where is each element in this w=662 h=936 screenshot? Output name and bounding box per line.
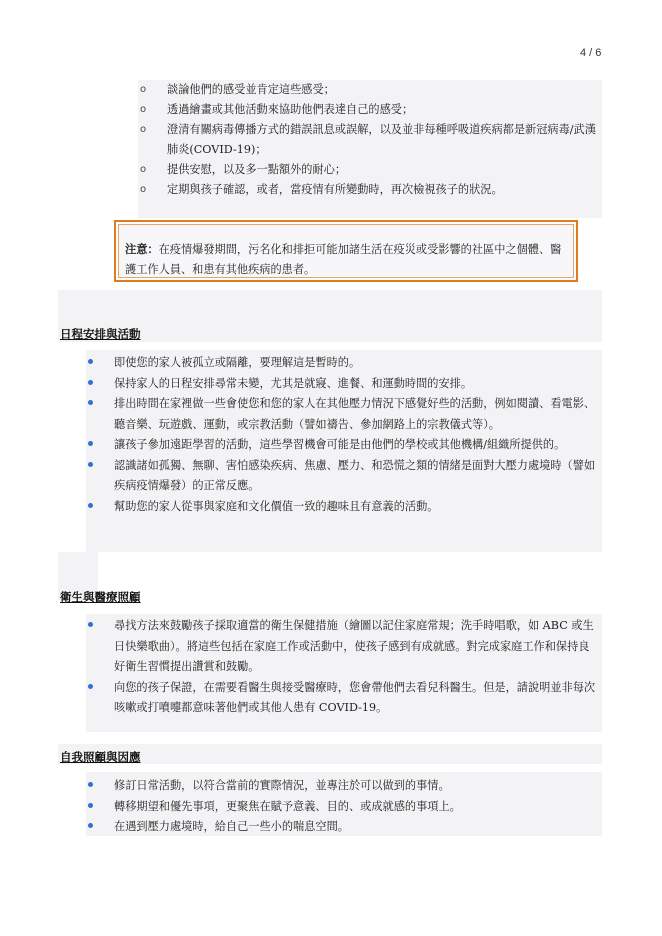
bullet-icon [88, 441, 93, 446]
list-item: 向您的孩子保證，在需要看醫生與接受醫療時，您會帶他們去看兒科醫生。但是，請說明並非每次咳嗽或打噴嚏都意味著他們或其他人患有 COVID-19。 [88, 678, 600, 719]
list-item: 轉移期望和優先事項，更聚焦在賦予意義、目的、或成就感的事項上。 [88, 797, 600, 818]
list-item: 幫助您的家人從事與家庭和文化價值一致的趣味且有意義的活動。 [88, 497, 600, 518]
bullet-icon [88, 380, 93, 385]
list-item: 即使您的家人被孤立或隔離，要理解這是暫時的。 [88, 353, 600, 374]
list-item: 讓孩子參加遠距學習的活動，這些學習機會可能是由他們的學校或其他機構/組織所提供的。 [88, 435, 600, 456]
circle-bullet-icon: o [140, 164, 147, 175]
bullet-icon [88, 803, 93, 808]
list-item: 認識諸如孤獨、無聊、害怕感染疾病、焦慮、壓力、和恐慌之類的情緒是面對大壓力處境時（譬如疾病疫情爆發）的正常反應。 [88, 456, 600, 497]
list-item: o 澄清有關病毒傳播方式的錯誤訊息或誤解，以及並非每種呼吸道疾病都是新冠病毒/武漢肺炎(COVID-19)； [140, 120, 600, 160]
bullet-icon [88, 359, 93, 364]
list-item: 排出時間在家裡做一些會使您和您的家人在其他壓力情況下感覺好些的活動，例如閱讀、看電影、聽音樂、玩遊戲、運動，或宗教活動（譬如禱告、參加網路上的宗教儀式等）。 [88, 394, 600, 435]
list-item: o 透過繪畫或其他活動來協助他們表達自己的感受； [140, 100, 600, 120]
circle-bullet-icon: o [140, 84, 147, 95]
bullet-icon [88, 684, 93, 689]
bullet-list [88, 616, 600, 719]
list-item: o 談論他們的感受並肯定這些感受； [140, 80, 600, 100]
bullet-icon [88, 782, 93, 787]
circle-bullet-icon: o [140, 184, 147, 195]
note-text: 在疫情爆發期間，污名化和排拒可能加諸生活在疫災或受影響的社區中之個體、醫護工作人員、和患有其他疾病的患者。 [125, 243, 562, 276]
page-number: 4 / 6 [580, 47, 602, 59]
sub-list [140, 80, 600, 200]
section-heading: 自我照顧與因應 [60, 750, 141, 764]
bullet-icon [88, 462, 93, 467]
list-item: 尋找方法來鼓勵孩子採取適當的衛生保健措施（繪圖以記住家庭常規；洗手時唱歌，如 ABC 或生日快樂歌曲）。將這些包括在家庭工作或活動中，使孩子感到有成就感。對完成家庭工作和保持良好衛生習慣提出讚賞和鼓勵。 [88, 616, 600, 678]
bullet-icon [88, 823, 93, 828]
note-label: 注意： [125, 242, 159, 256]
section-heading: 日程安排與活動 [60, 327, 141, 341]
bullet-list [88, 353, 600, 517]
list-item: 修訂日常活動，以符合當前的實際情況，並專注於可以做到的事情。 [88, 776, 600, 797]
bullet-icon [88, 503, 93, 508]
section-heading: 衛生與醫療照顧 [60, 590, 141, 604]
bullet-icon [88, 622, 93, 627]
bullet-list [88, 776, 600, 838]
list-item: 保持家人的日程安排尋常未變，尤其是就寢、進餐、和運動時間的安排。 [88, 374, 600, 395]
bullet-icon [88, 400, 93, 405]
circle-bullet-icon: o [140, 124, 147, 135]
list-item: o 定期與孩子確認，或者，當疫情有所變動時，再次檢視孩子的狀況。 [140, 180, 600, 200]
list-item: o 提供安慰，以及多一點額外的耐心； [140, 160, 600, 180]
list-item: 在遇到壓力處境時，給自己一些小的喘息空間。 [88, 817, 600, 838]
note-box [114, 220, 578, 282]
circle-bullet-icon: o [140, 104, 147, 115]
